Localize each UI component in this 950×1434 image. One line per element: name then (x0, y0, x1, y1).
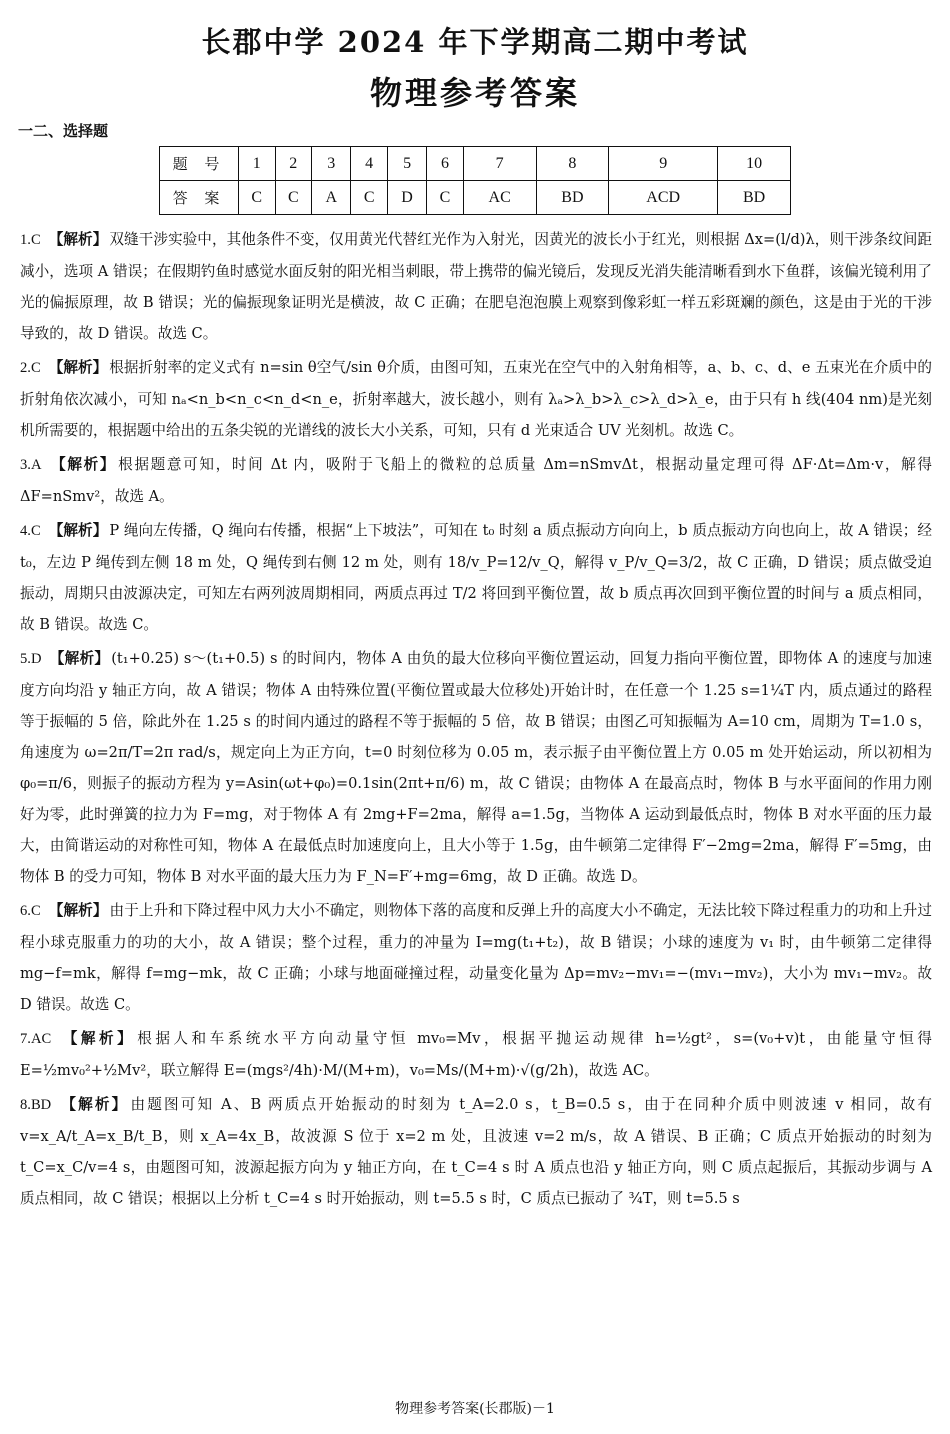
solution-number: 4.C (20, 523, 41, 539)
solution-item (20, 449, 932, 512)
question-number: 6 (427, 147, 464, 181)
solution-item (20, 224, 932, 349)
row-label-number: 题 号 (160, 147, 239, 181)
solution-item (20, 1023, 932, 1086)
question-number: 8 (536, 147, 609, 181)
solution-text: 根据人和车系统水平方向动量守恒 mv₀=Mv，根据平抛运动规律 h=½gt²，s=(v₀+v)t，由能量守恒得 E=½mv₀²+½Mv²，联立解得 E=(mgs²/4h)·M/(M+m)，v₀=Ms/(M+m)·√(g/2h)，故选 AC。 (20, 1030, 932, 1079)
analysis-tag: 【解析】 (49, 650, 110, 667)
question-number: 5 (387, 147, 426, 181)
analysis-tag: 【解析】 (59, 1096, 129, 1113)
answer-cell: D (387, 181, 426, 215)
solution-text: 根据题意可知，时间 Δt 内，吸附于飞船上的微粒的总质量 Δm=nSmvΔt，根据动量定理可得 ΔF·Δt=Δm·v，解得 ΔF=nSmv²，故选 A。 (20, 456, 932, 505)
answer-cell: AC (463, 181, 536, 215)
solution-text: 由于上升和下降过程中风力大小不确定，则物体下落的高度和反弹上升的高度大小不确定，无法比较下降过程重力的功和上升过程小球克服重力的功的大小，故 A 错误；整个过程，重力的冲量为 I=mg(t₁+t₂)，故 B 错误；小球的速度为 v₁ 时，由牛顿第二定律得 mg−f=mk，解得 f=mg−mk，故 C 正确；小球与地面碰撞过程，动量变化量为 Δp=mv₂−mv₁=−(mv₁−mv₂)，大小为 mv₁−mv₂。故 D 错误。故选 C。 (20, 902, 932, 1013)
answer-cell: C (275, 181, 312, 215)
answer-cell: A (312, 181, 351, 215)
question-number: 1 (239, 147, 276, 181)
answer-cell: ACD (609, 181, 718, 215)
question-number: 3 (312, 147, 351, 181)
solution-number: 6.C (20, 903, 41, 919)
solution-item (20, 352, 932, 446)
solution-number: 5.D (20, 651, 42, 667)
analysis-tag: 【解析】 (59, 1030, 136, 1047)
exam-title: 长郡中学 2024 年下学期高二期中考试 (201, 25, 749, 59)
solution-text: (t₁+0.25) s～(t₁+0.5) s 的时间内，物体 A 由负的最大位移向平衡位置运动，回复力指向平衡位置，即物体 A 的速度与加速度方向均沿 y 轴正方向，故 A 错误；物体 A 由特殊位置(平衡位置或最大位移处)开始计时，在任意一个 1.25 s=1¼T 内，质点通过的路程等于振幅的 5 倍，除此外在 1.25 s 的时间内通过的路程不等于振幅的 5 倍，故 B 错误；由图乙可知振幅为 A=10 cm，周期为 T=1.0 s，角速度为 ω=2π/T=2π rad/s，规定向上为正方向，t=0 时刻位移为 0.05 m，表示振子由平衡位置上方 0.05 m 处开始运动，所以初相为 φ₀=π/6，则振子的振动方程为 y=Asin(ωt+φ₀)=0.1sin(2πt+π/6) m，故 C 错误；由物体 A 在最高点时，物体 B 与水平面间的作用力刚好为零，此时弹簧的拉力为 F=mg，对于物体 A 有 2mg+F=2ma，解得 a=1.5g，当物体 A 运动到最低点时，物体 B 对水平面的压力最大，由简谐运动的对称性可知，物体 A 在最低点时加速度向上，且大小等于 1.5g，由牛顿第二定律得 F′−2mg=2ma，解得 F′=5mg，由物体 B 的受力可知，物体 B 对水平面的最大压力为 F_N=F′+mg=6mg，故 D 正确。故选 D。 (20, 650, 932, 885)
answer-cell: C (239, 181, 276, 215)
row-label-answer: 答 案 (160, 181, 239, 215)
solution-item (20, 895, 932, 1020)
question-number: 4 (351, 147, 388, 181)
question-number: 10 (718, 147, 791, 181)
analysis-tag: 【解析】 (48, 359, 108, 376)
solution-number: 8.BD (20, 1097, 52, 1113)
answer-cell: BD (536, 181, 609, 215)
section-heading: 一二、选择题 (18, 122, 109, 140)
question-number-row (160, 147, 791, 181)
solution-text: 双缝干涉实验中，其他条件不变，仅用黄光代替红光作为入射光，因黄光的波长小于红光，则根据 Δx=(l/d)λ，则干涉条纹间距减小，选项 A 错误；在假期钓鱼时感觉水面反射的阳光相当刺眼，带上携带的偏光镜后，发现反光消失能清晰看到水下鱼群，该偏光镜利用了光的偏振原理，故 B 错误；光的偏振现象证明光是横波，故 C 正确；在肥皂泡泡膜上观察到像彩虹一样五彩斑斓的颜色，这是由于光的干涉导致的，故 D 错误。故选 C。 (20, 231, 932, 342)
question-number: 7 (463, 147, 536, 181)
question-number: 9 (609, 147, 718, 181)
answer-row (160, 181, 791, 215)
question-number: 2 (275, 147, 312, 181)
solution-item (20, 515, 932, 640)
solution-number: 3.A (20, 457, 42, 473)
solution-text: 根据折射率的定义式有 n=sin θ空气/sin θ介质，由图可知，五束光在空气中的入射角相等，a、b、c、d、e 五束光在介质中的折射角依次减小，可知 nₐ<n_b<n_c<n_d<n_e，折射率越大，波长越小，则有 λₐ>λ_b>λ_c>λ_d>λ_e，由于只有 h 线(404 nm)是光刻机所需要的，根据题中给出的五条尖锐的光谱线的波长大小关系，可知，只有 d 光束适合 UV 光刻机。故选 C。 (20, 359, 932, 439)
analysis-tag: 【解析】 (49, 456, 117, 473)
solutions-body (20, 224, 932, 1217)
answer-cell: C (427, 181, 464, 215)
answer-cell: C (351, 181, 388, 215)
page-footer: 物理参考答案(长郡版)－1 (395, 1401, 555, 1417)
solution-text: 由题图可知 A、B 两质点开始振动的时刻为 t_A=2.0 s，t_B=0.5 s，由于在同种介质中则波速 v 相同，故有 v=x_A/t_A=x_B/t_B，则 x_A=4x_B，故波源 S 位于 x=2 m 处，且波速 v=2 m/s，故 A 错误、B 正确；C 质点开始振动的时刻为 t_C=x_C/v=4 s，由题图可知，波源起振方向为 y 轴正方向，在 t_C=4 s 时 A 质点也沿 y 轴正方向，则 C 质点起振后，其振动步调与 A 质点相同，故 C 错误；根据以上分析 t_C=4 s 时开始振动，则 t=5.5 s 时，C 质点已振动了 ¾T，则 t=5.5 s (20, 1096, 932, 1207)
solution-number: 7.AC (20, 1031, 52, 1047)
solution-number: 1.C (20, 232, 41, 248)
answer-table (159, 146, 791, 215)
solution-number: 2.C (20, 360, 41, 376)
solution-item (20, 643, 932, 892)
answer-key-title: 物理参考答案 (369, 74, 580, 112)
solution-text: P 绳向左传播，Q 绳向右传播，根据“上下坡法”，可知在 t₀ 时刻 a 质点振动方向向上，b 质点振动方向也向上，故 A 错误；经 t₀，左边 P 绳传到左侧 18 m 处，Q 绳传到右侧 12 m 处，则有 18/v_P=12/v_Q，解得 v_P/v_Q=3/2，故 C 正确，D 错误；质点做受迫振动，周期只由波源决定，可知左右两列波周期相同，两质点再过 T/2 将回到平衡位置，故 b 质点再次回到平衡位置的时间与 a 质点相同，故 B 错误。故选 C。 (20, 522, 932, 633)
analysis-tag: 【解析】 (48, 522, 108, 539)
solution-item (20, 1089, 932, 1214)
answer-cell: BD (718, 181, 791, 215)
analysis-tag: 【解析】 (48, 902, 108, 919)
analysis-tag: 【解析】 (48, 231, 108, 248)
